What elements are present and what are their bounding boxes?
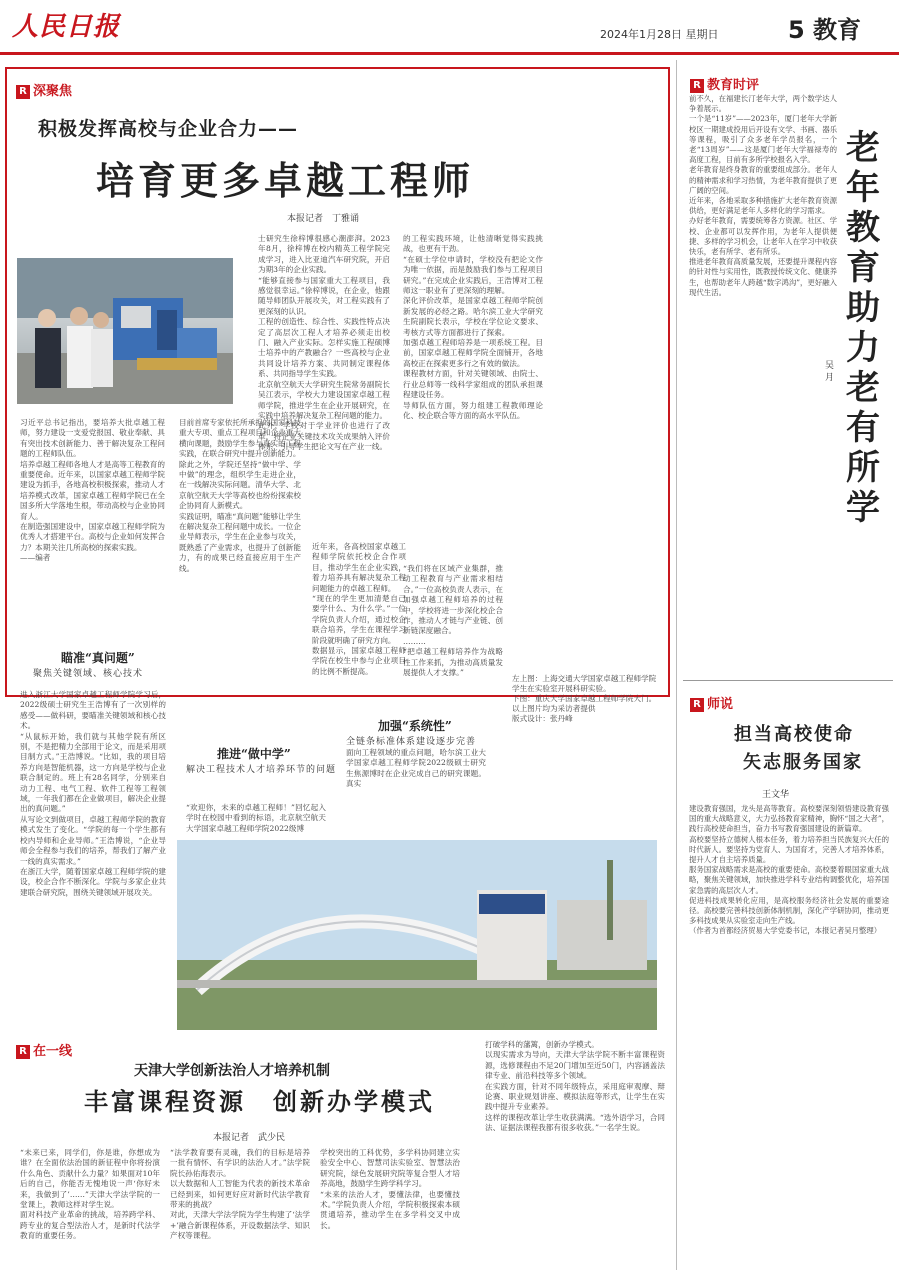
feature-intro: 习近平总书记指出，要培养大批卓越工程师，努力建设一支爱党报国、敬业奉献、具有突出技术创新能力、善于解决复杂工程问题的工程师队伍。 培养卓越工程师各地人才是高等工程教育的重要使命。近年来，以国家卓越工程师学院建设为抓手，各地高校积极探索，推动人才培养模式改革，国家卓越工程师学院已在全国多所大学落地生根，带动高校与企业协同育人。 在制造强国建设中，国家卓越工程师学院为优秀人才搭建平台。高校与企业如何发挥合力？本期关注几所高校的探索实践。 ——编者 bbox=[20, 418, 165, 563]
sub3-title: 加强“系统性” bbox=[378, 719, 452, 733]
frontline-column-b: “法学教育要有灵魂，我们的目标是培养一批有情怀、有学识的法治人才。”法学院院长孙佑海表示。 以大数据和人工智能为代表的新技术革命已经到来，如何更好应对新时代法学教育带来的挑战？ 对此，天津大学法学院为学生构建了‘法学+’融合新课程体系，开设数据法学、知识产权等课程。 bbox=[170, 1148, 310, 1241]
section-tag-deep-focus bbox=[16, 80, 72, 99]
feature-column-f: “我们将在区域产业集群，推动工程教育与产业需求相结合。”一位高校负责人表示，在加强卓越工程师培养的过程中，学校将进一步深化校企合作，推动人才链与产业链、创新链深度融合。 ……… “把卓越工程师培养作为战略性工作来抓，为推动高质量发展提供人才支撑。” bbox=[403, 564, 503, 678]
shishuo-title-line1: 担当高校使命 bbox=[734, 724, 854, 745]
photo-caption: 左上图：上海交通大学国家卓越工程师学院学生在实验室开展科研实验。 下图：重庆大学国家卓越工程师学院大门。 以上图片均为采访者提供 版式设计：张丹峰 bbox=[512, 674, 657, 723]
shishuo-text: 建设教育强国，龙头是高等教育。高校要深刻领悟建设教育强国的重大战略意义，大力弘扬教育家精神，胸怀“国之大者”，践行高校使命担当，奋力书写教育强国建设的新篇章。 高校要坚持立德树人根本任务，着力培养担当民族复兴大任的时代新人。要坚持为党育人、为国育才，完善人才培养体系，提升人才自主培养质量。 服务国家战略需求是高校的重要使命。高校要着眼国家重大战略，聚焦关键领域，加快推进学科专业结构调整优化，培养国家急需的高层次人才。 促进科技成果转化应用，是高校服务经济社会发展的重要途径。高校要完善科技创新体制机制，深化产学研协同，推动更多科技成果从实验室走向生产线。 （作者为首都经济贸易大学党委书记，本报记者吴月整理） bbox=[689, 804, 889, 936]
campus-gate-illustration bbox=[177, 840, 657, 1030]
sub3-text: 面向工程领域的重点问题，哈尔滨工业大学国家卓越工程师学院2022级硕士研究生焦源博时在企业完成自己的研究课题。真实 bbox=[346, 748, 486, 789]
feature-headline: 培育更多卓越工程师 bbox=[96, 158, 475, 203]
r-badge-icon: R bbox=[690, 79, 704, 93]
column-divider bbox=[676, 60, 677, 1270]
commentary-vertical-title: 老年教育助力老有所学 bbox=[846, 128, 880, 528]
section-label: 在一线 bbox=[33, 1044, 73, 1059]
commentary-text: 前不久，在福建长汀老年大学，两个数学达人争着展示。 一个是“11岁”——2023年，厦门老年大学新校区一期建成投用后开设有文学、书画、器乐等课程，吸引了众多老年学员报名，一个老“13周岁”——这是厦门老年大学福禄寿的高度工程，目前有多所学校报名入学。 老年教育是终身教育的重要组成部分。老年人的精神需求和学习热情，为老年教育提供了更广阔的空间。 近年来，各地采取多种措施扩大老年教育资源供给，更好满足老年人多样化的学习需求。 办好老年教育，需要统筹各方资源。社区、学校、企业都可以发挥作用，为老年人提供便捷、多样的学习机会，让老年人在学习中收获快乐，老有所学、老有所乐。 推进老年教育高质量发展，还要提升课程内容的针对性与实用性，既教授传统文化、健康养生，也帮助老年人跨越“数字鸿沟”，更好融入现代生活。 bbox=[689, 94, 837, 297]
section-label: 教育时评 bbox=[707, 78, 760, 93]
frontline-headline: 丰富课程资源 创新办学模式 bbox=[84, 1087, 435, 1116]
feature-kicker: 积极发挥高校与企业合力—— bbox=[38, 118, 299, 140]
section-tag-frontline bbox=[16, 1040, 72, 1059]
feature-column-e: 的工程实践环境，让他清晰觉得实践挑战，也更有干劲。 “在硕士学位申请时，学校没有把论文作为唯一依据，而是鼓励我们参与工程项目研究。”在完成企业实践后，王浩博对工程师这一职业有了更深刻的理解。 深化评价改革，是国家卓越工程师学院创新发展的必经之路。哈尔滨工业大学研究生院副院长表示，学校在学位论文要求、考核方式等方面都进行了探索。 加强卓越工程师培养是一项系统工程。目前，国家卓越工程师学院全面铺开，各地高校正在探索更多行之有效的做法。 课程教材方面，针对关键领域、由院士、行业总师等一线科学家组成的团队承担课程建设任务。 导师队伍方面，努力组建工程教师理论化、校企联合等方面的高水平队伍。 bbox=[403, 234, 543, 420]
shishuo-title-line2: 矢志服务国家 bbox=[743, 752, 863, 773]
page-label: 5 教育 bbox=[788, 16, 862, 44]
r-badge-icon: R bbox=[690, 698, 704, 712]
section-tag-shishuo bbox=[690, 693, 733, 712]
masthead-rule bbox=[0, 52, 899, 55]
feature-column-b: 目前首席专家依托所承担的国家科技重大专项、重点工程项目和企业重大横向课题，鼓励学生参与真实的工程实践，在联合研究中提升创新能力。 除此之外，学院还坚持“做中学、学中做”的理念，组织学生走进企业，在一线解决实际问题。清华大学、北京航空航天大学等高校也纷纷探索校企协同育人新模式。 实践证明，瞄准“真问题”能够让学生在解决复杂工程问题中成长。一位企业导师表示，学生在企业参与攻关，既熟悉了产业需求，也提升了创新能力，有的成果已经直接应用于生产线。 bbox=[179, 418, 301, 573]
issue-date: 2024年1月28日 星期日 bbox=[600, 28, 719, 41]
sub2-title: 推进“做中学” bbox=[217, 747, 291, 761]
sub1-deck: 聚焦关键领域、核心技术 bbox=[33, 669, 144, 679]
divider bbox=[683, 680, 893, 681]
lab-photo-illustration bbox=[17, 258, 233, 404]
r-badge-icon: R bbox=[16, 85, 30, 99]
section-label: 师说 bbox=[707, 697, 734, 712]
sub3-deck: 全链条标准体系建设逐步完善 bbox=[346, 737, 477, 747]
sub1-title: 瞄准“真问题” bbox=[61, 651, 135, 665]
feature-column-a: 进入浙江大学国家卓越工程师学院学习后，2022级硕士研究生王浩博有了一次别样的感受——做科研，要瞄准关键领域和核心技术。 “从鼠标开始，我们就与其他学院有所区别，不是把精力全部用于论文，而是采用项目制方式。”王浩博说。“比如，我的项目培养方向是智能机器，这一方向是学校与企业联合制定的。班上有28名同学，分别来自动力工程、电气工程、软件工程等工程领域，一年我们都在企业做项目，解决企业提出的真问题。” 从写论文到做项目，卓越工程师学院的教育模式发生了变化。“学院的每一个学生都有校内导师和企业导师。”王浩博说，“企业导师会全程参与我们的培养，帮我们了解产业一线的真实需求。” 在浙江大学，随着国家卓越工程师学院的建设，校企合作不断深化。学院与多家企业共建联合研究院，围绕关键领域开展攻关。 bbox=[20, 690, 166, 897]
newspaper-logo: 人民日报 bbox=[12, 12, 121, 42]
sub2-deck: 解决工程技术人才培养环节的问题 bbox=[186, 765, 337, 775]
frontline-column-c: 学校突出的工科优势，多学科协同建立实验安全中心、智慧司法实验室、智慧法治研究院，绿色发展研究院等复合型人才培养高地，鼓励学生跨学科学习。 “未来的法治人才，要懂法律，也要懂技术。”学院负责人介绍，学院积极探索本硕贯通培养，推动学生在多学科交叉中成长。 bbox=[320, 1148, 460, 1230]
campus-gate-photo bbox=[177, 840, 657, 1030]
shishuo-author: 王文华 bbox=[762, 790, 790, 800]
sub2-text: “欢迎你，未来的卓越工程师！”回忆起入学时在校园中看到的标语，北京航空航天大学国家卓越工程师学院2022级博 bbox=[186, 803, 326, 833]
feature-column-d: 近年来，各高校国家卓越工程师学院依托校企合作项目，推动学生在企业实践，着力培养具有解决复杂工程问题能力的卓越工程师。 “现在的学生更加清楚自己要学什么、为什么学。”一位学院负责人介绍，通过校企联合培养，学生在课程学习阶段就明确了研究方向。 数据显示，国家卓越工程师学院在校生中参与企业项目的比例不断提高。 bbox=[312, 542, 406, 676]
frontline-column-a: “未来已来，同学们，你是谁，你想成为谁？在全面依法治国的新征程中你将扮演什么角色、贡献什么力量？如果面对10年后的自己，你能否无愧地说一声‘你好未来，我做到了’……”天津大学法学院的一堂课上，教师这样对学生说。 面对科技产业革命的挑战，培养跨学科、跨专业的复合型法治人才，是新时代法学教育的重要任务。 bbox=[20, 1148, 160, 1241]
frontline-byline: 本报记者 武少民 bbox=[213, 1133, 286, 1143]
section-label: 深聚焦 bbox=[33, 84, 73, 99]
feature-column-c: 士研究生徐梓博很感心潮澎湃。2023年8月，徐梓博在校内精英工程学院完成学习，进入比亚迪汽车研究院，开启为期3年的企业实践。 “能够直接参与国家重大工程项目，我感觉很幸运。”徐梓博说，在企业，他跟随导师团队开展攻关，对工程实践有了更深刻的认识。 工程的创造性、综合性、实践性特点决定了高层次工程人才培养必须走出校门、融入产业实际。怎样实施工程硕博士培养中的产教融合？一些高校与企业共同设计培养方案、共同制定课程体系、共同指导学生实践。 北京航空航天大学研究生院常务副院长吴江表示，学校大力建设国家卓越工程师学院，推进学生在企业开展研究，在实践中培养解决复杂工程问题的能力。 此外，学校对于学业评价也进行了改革，将企业关键技术攻关成果纳入评价体系，引导学生把论文写在产业一线。 bbox=[258, 234, 390, 452]
frontline-kicker: 天津大学创新法治人才培养机制 bbox=[134, 1063, 330, 1079]
frontline-column-d: 打破学科的藩篱，创新办学模式。 以现实需求为导向，天津大学法学院不断丰富课程资源，选修课程由不足20门增加至近50门，内容涵盖法律专业、前沿科技等多个领域。 在实践方面，针对不同年级特点，采用庭审观摩、辩论赛、职业规划讲座、模拟法庭等形式，让学生在实践中提升专业素养。 这样的课程改革让学生收获满满。“选外语学习，合同法、证据法课程我都有很多收获。”一名学生说。 bbox=[485, 1040, 665, 1133]
commentary-author: 吴月 bbox=[825, 361, 835, 383]
r-badge-icon: R bbox=[16, 1045, 30, 1059]
section-tag-commentary bbox=[690, 74, 759, 93]
lab-photo bbox=[17, 258, 233, 404]
feature-byline: 本报记者 丁雅诵 bbox=[287, 214, 360, 224]
